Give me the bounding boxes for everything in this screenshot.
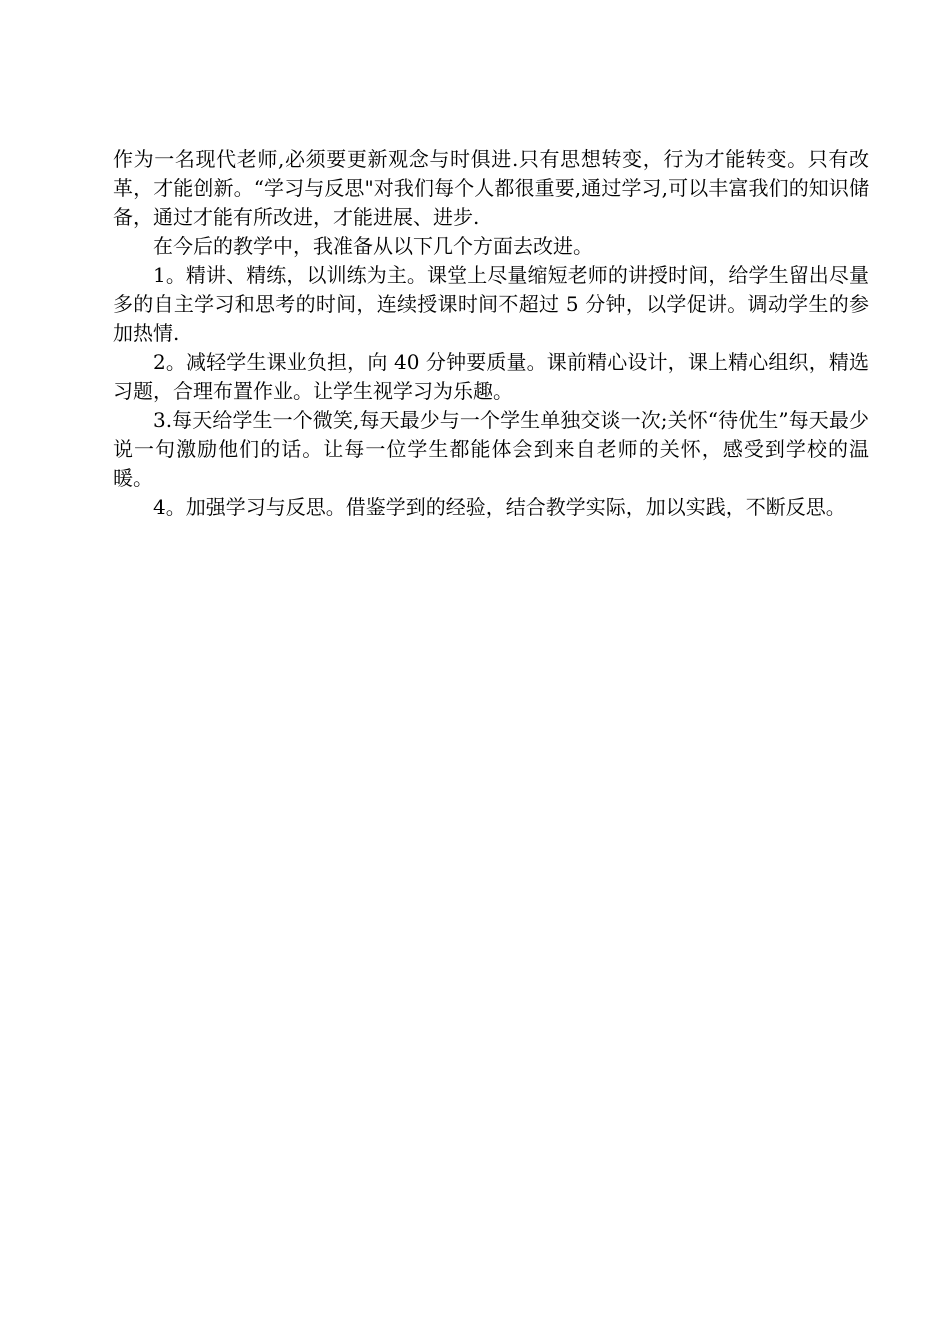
paragraph-item-3: 3.每天给学生一个微笑,每天最少与一个学生单独交谈一次;关怀“待优生”每天最少说一句激励他们的话。让每一位学生都能体会到来自老师的关怀，感受到学校的温暖。 (113, 408, 869, 490)
paragraph-intro: 作为一名现代老师,必须要更新观念与时俱进.只有思想转变，行为才能转变。只有改革，才能创新。“学习与反思"对我们每个人都很重要,通过学习,可以丰富我们的知识储备，通过才能有所改进，才能进展、进步. (113, 147, 869, 229)
paragraph-plan-intro: 在今后的教学中，我准备从以下几个方面去改进。 (153, 234, 593, 258)
paragraph-item-1: 1。精讲、精练，以训练为主。课堂上尽量缩短老师的讲授时间，给学生留出尽量多的自主学习和思考的时间，连续授课时间不超过 5 分钟，以学促讲。调动学生的参加热情. (113, 263, 869, 345)
paragraph-item-2: 2。减轻学生课业负担，向 40 分钟要质量。课前精心设计，课上精心组织，精选习题，合理布置作业。让学生视学习为乐趣。 (113, 350, 869, 403)
paragraph-item-4: 4。加强学习与反思。借鉴学到的经验，结合教学实际，加以实践，不断反思。 (153, 495, 846, 519)
document-body (113, 145, 869, 522)
